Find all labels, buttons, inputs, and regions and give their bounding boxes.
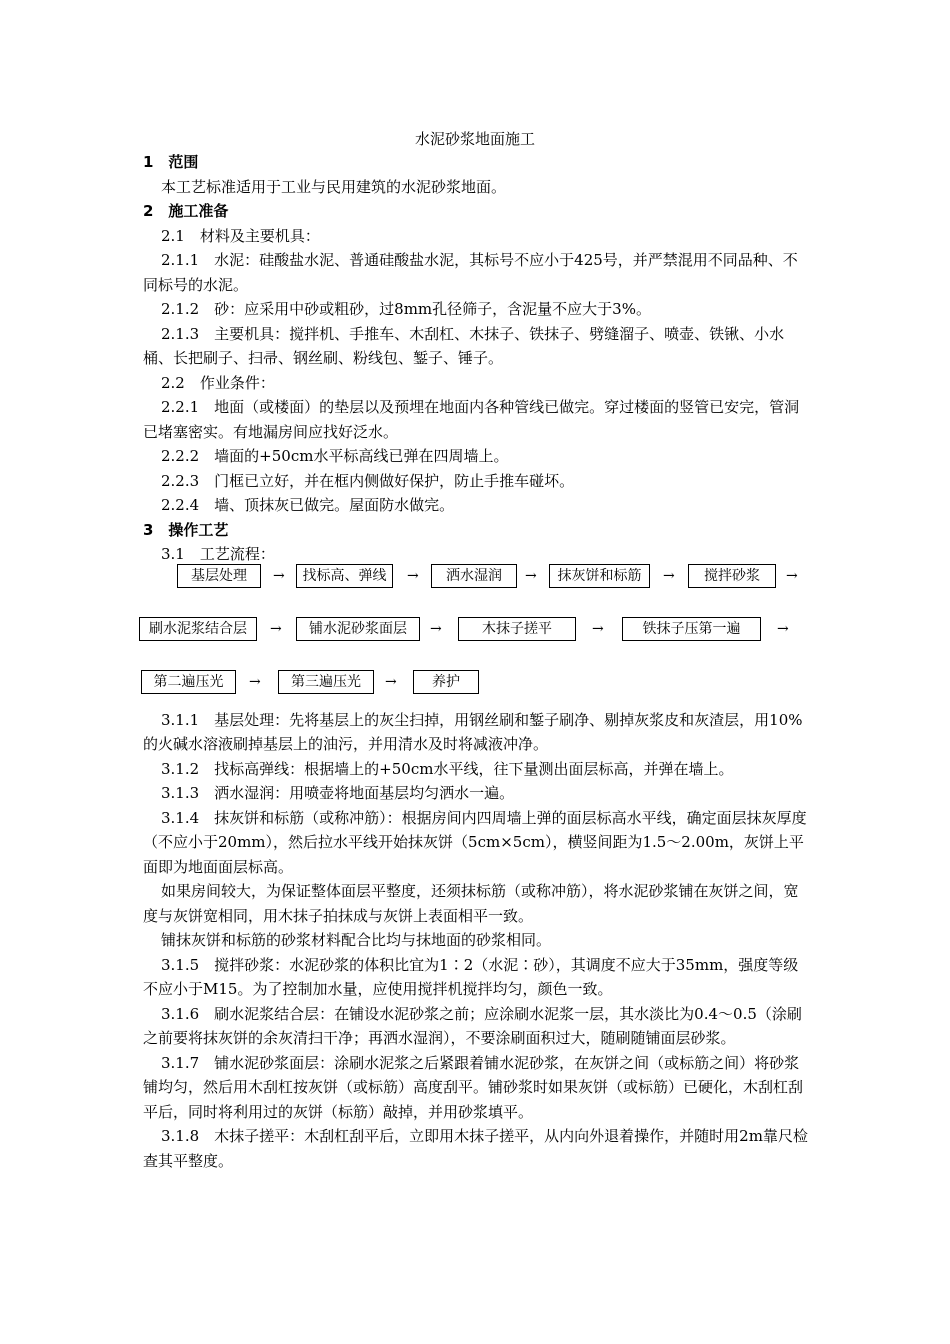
- section-3-1-8: 3.1.8 木抹子搓平：木刮杠刮平后，立即用木抹子搓平，从内向外退着操作，并随时用2m靠尺检查其平整度。: [143, 1127, 808, 1170]
- section-2-1-2: 2.1.2 砂：应采用中砂或粗砂，过8mm孔径筛子，含泥量不应大于3%。: [161, 300, 651, 318]
- section-3-1-1: 3.1.1 基层处理：先将基层上的灰尘扫掉，用钢丝刷和錾子刷净、剔掉灰浆皮和灰渣层，用10%的火碱水溶液刷掉基层上的油污，并用清水及时将减液冲净。: [143, 710, 803, 753]
- flow-arrow: →: [273, 567, 285, 584]
- flow-arrow: →: [249, 673, 261, 690]
- section-2-heading: 2 施工准备: [143, 202, 229, 220]
- section-3-1-4: 3.1.4 抹灰饼和标筋（或称冲筋）：根据房间内四周墙上弹的面层标高水平线，确定面层抹灰厚度（不应小于20mm），然后拉水平线开始抹灰饼（5cm×5cm），横竖间距为1.5～2.00m，灰饼上平面即为地面面层标高。: [143, 808, 807, 876]
- section-3-1-3: 3.1.3 洒水湿润：用喷壶将地面基层均匀洒水一遍。: [161, 784, 515, 802]
- flow-arrow: →: [430, 620, 442, 637]
- flow-arrow: →: [270, 620, 282, 637]
- flow-step-base-treatment: 基层处理: [177, 564, 261, 588]
- section-2-2-3: 2.2.3 门框已立好，并在框内侧做好保护，防止手推车碰坏。: [161, 471, 575, 490]
- process-flowchart: [143, 567, 810, 708]
- paragraph-mix-ratio: 铺抹灰饼和标筋的砂浆材料配合比均与抹地面的砂浆相同。: [161, 931, 552, 949]
- document-body: [143, 150, 810, 1173]
- flow-step-lay-mortar: 铺水泥砂浆面层: [296, 617, 420, 641]
- flow-step-wetting: 洒水湿润: [431, 564, 517, 588]
- flow-step-second-trowel: 第二遍压光: [141, 670, 236, 694]
- flow-arrow: →: [786, 567, 798, 584]
- flow-step-mixing: 搅拌砂浆: [688, 564, 776, 588]
- section-2-2: 2.2 作业条件：: [161, 373, 275, 392]
- section-2-2-2: 2.2.2 墙面的+50cm水平标高线已弹在四周墙上。: [161, 447, 509, 465]
- section-2-1: 2.1 材料及主要机具：: [161, 226, 320, 245]
- flow-step-screed-dots: 抹灰饼和标筋: [549, 564, 650, 588]
- section-2-1-1: 2.1.1 水泥：硅酸盐水泥、普通硅酸盐水泥，其标号不应小于425号，并严禁混用不同品种、不同标号的水泥。: [143, 251, 798, 294]
- section-3-heading: 3 操作工艺: [143, 520, 229, 539]
- flow-arrow: →: [407, 567, 419, 584]
- section-2-2-4: 2.2.4 墙、顶抹灰已做完。屋面防水做完。: [161, 496, 455, 514]
- section-3-1-7: 3.1.7 铺水泥砂浆面层：涂刷水泥浆之后紧跟着铺水泥砂浆，在灰饼之间（或标筋之间）将砂浆铺均匀，然后用木刮杠按灰饼（或标筋）高度刮平。铺砂浆时如果灰饼（或标筋）已硬化，木刮杠刮平后，同时将利用过的灰饼（标筋）敲掉，并用砂浆填平。: [143, 1053, 804, 1121]
- section-1-heading: 1 范围: [143, 153, 199, 171]
- section-3-1: 3.1 工艺流程：: [161, 545, 275, 563]
- section-3-1-2: 3.1.2 找标高弹线：根据墙上的+50cm水平线，往下量测出面层标高，并弹在墙上。: [161, 759, 734, 778]
- flow-step-first-trowel: 铁抹子压第一遍: [622, 617, 761, 641]
- flow-step-level-marking: 找标高、弹线: [296, 564, 393, 588]
- section-2-2-1: 2.2.1 地面（或楼面）的垫层以及预埋在地面内各种管线已做完。穿过楼面的竖管已安完，管洞已堵塞密实。有地漏房间应找好泛水。: [143, 398, 800, 441]
- flow-arrow: →: [777, 620, 789, 637]
- flow-step-curing: 养护: [413, 670, 479, 694]
- flow-arrow: →: [592, 620, 604, 637]
- section-1-text: 本工艺标准适用于工业与民用建筑的水泥砂浆地面。: [161, 177, 507, 196]
- flow-step-wood-float: 木抹子搓平: [458, 617, 576, 641]
- flow-step-slurry-coat: 刷水泥浆结合层: [139, 617, 257, 641]
- section-3-1-6: 3.1.6 刷水泥浆结合层：在铺设水泥砂浆之前；应涂刷水泥浆一层，其水淡比为0.4～0.5（涂刷之前要将抹灰饼的余灰清扫干净；再洒水湿润），不要涂刷面积过大，随刷随铺面层砂浆。: [143, 1004, 802, 1047]
- section-2-1-3: 2.1.3 主要机具：搅拌机、手推车、木刮杠、木抹子、铁抹子、劈缝溜子、喷壶、铁锹、小水桶、长把刷子、扫帚、钢丝刷、粉线包、錾子、锤子。: [143, 324, 785, 367]
- flow-arrow: →: [663, 567, 675, 584]
- flow-step-third-trowel: 第三遍压光: [278, 670, 374, 694]
- section-3-1-5: 3.1.5 搅拌砂浆：水泥砂浆的体积比宜为1∶2（水泥∶砂），其调度不应大于35mm，强度等级不应小于M15。为了控制加水量，应使用搅拌机搅拌均匀，颜色一致。: [143, 955, 799, 998]
- document-title: 水泥砂浆地面施工: [414, 130, 535, 148]
- flow-arrow: →: [525, 567, 537, 584]
- flow-arrow: →: [385, 673, 397, 690]
- paragraph-large-room: 如果房间较大，为保证整体面层平整度，还须抹标筋（或称冲筋），将水泥砂浆铺在灰饼之间，宽度与灰饼宽相同，用木抹子拍抹成与灰饼上表面相平一致。: [143, 882, 799, 925]
